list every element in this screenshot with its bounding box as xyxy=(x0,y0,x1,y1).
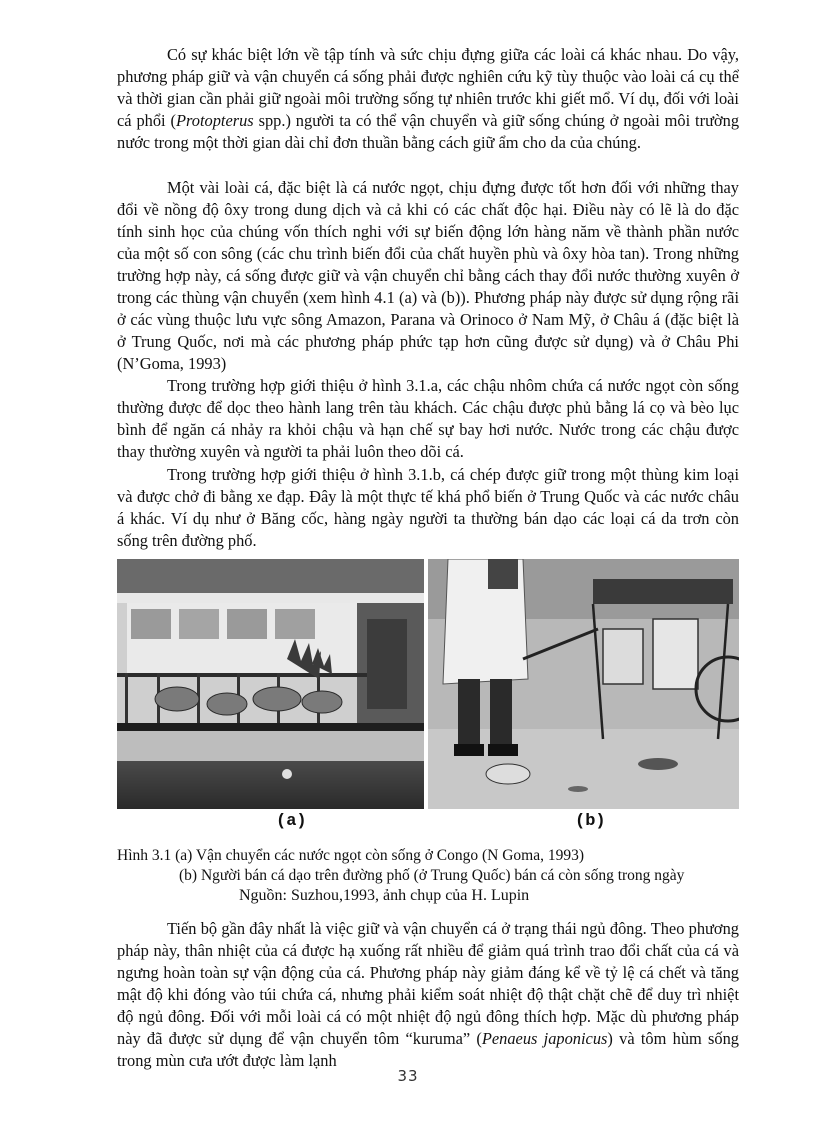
p1-text-1: Có sự khác biệt lớn về tập tính và sức chịu đựng giữa các loài cá khác nhau. Do vậy, phương pháp giữ và vận chuyển cá sống phải được nghiên cứu kỹ tùy thuộc vào loài cá cụ thể và thời gian cần phải giữ ngoài môi trường sống tự nhiên trước khi giết mổ. Ví dụ, đối với loài cá phổi ( xyxy=(117,45,739,130)
photo-street-fish-vendor xyxy=(428,559,739,809)
paragraph-4 xyxy=(117,464,739,552)
p3-text: Trong trường hợp giới thiệu ở hình 3.1.a, các chậu nhôm chứa cá nước ngọt còn sống thường được để dọc theo hành lang trên tàu khách. Các chậu được phủ bằng lá cọ và bèo lục bình để ngăn cá nhảy ra khỏi chậu và hạn chế sự bay hơi nước. Nước trong các chậu được thay thường xuyên và người ta phải luôn theo dõi cá. xyxy=(117,376,739,461)
paragraph-5 xyxy=(117,918,739,1072)
vendor-photo-image xyxy=(428,559,739,809)
paragraph-3 xyxy=(117,375,739,463)
p2-text: Một vài loài cá, đặc biệt là cá nước ngọt, chịu đựng được tốt hơn đối với những thay đổi về nồng độ ôxy trong dung dịch và cả khi có các chất độc hại. Điều này có lẽ là do đặc tính sinh học của chúng vốn thích nghi với sự biến động lớn hàng năm về thành phần nước của một số con sông (các chu trình biến đổi của chất huyền phù và ôxy hòa tan). Trong những trường hợp này, cá sống được giữ và vận chuyển chỉ bằng cách thay đổi nước thường xuyên ở trong các thùng vận chuyển (xem hình 4.1 (a) và (b)). Phương pháp này được sử dụng rộng rãi ở các vùng thuộc lưu vực sông Amazon, Parana và Orinoco ở Nam Mỹ, ở Châu á (đặc biệt là ở Trung Quốc, nơi mà các phương pháp phức tạp hơn cũng được sử dụng) và ở Châu Phi (N’Goma, 1993) xyxy=(117,178,739,373)
page-number: 33 xyxy=(397,1067,419,1085)
figure-caption-source: Nguồn: Suzhou,1993, ảnh chụp của H. Lupin xyxy=(239,887,530,904)
paragraph-1 xyxy=(117,44,739,154)
boat-photo-image xyxy=(117,559,424,809)
photo-boat-fish-basins xyxy=(117,559,424,809)
p1-text-2: spp.) người ta có thể vận chuyển và giữ sống chúng ở ngoài môi trường nước trong một thời gian dài chỉ đơn thuần bằng cách giữ ẩm cho da của chúng. xyxy=(117,111,740,152)
figure-caption-line-1: Hình 3.1 (a) Vận chuyển các nước ngọt còn sống ở Congo (N Goma, 1993) xyxy=(117,847,585,864)
figure-label-a: (a) xyxy=(276,812,307,831)
p4-text: Trong trường hợp giới thiệu ở hình 3.1.b, cá chép được giữ trong một thùng kim loại và được chở đi bằng xe đạp. Đây là một thực tế khá phổ biến ở Trung Quốc và các nước châu á khác. Ví dụ như ở Băng cốc, hàng ngày người ta thường bán dạo các loại cá da trơn còn sống trên đường phố. xyxy=(117,465,739,550)
p5-species-name: Penaeus japonicus xyxy=(481,1029,608,1048)
paragraph-2 xyxy=(117,177,739,375)
figure-photos xyxy=(117,559,739,809)
p1-species-name: Protopterus xyxy=(175,111,254,130)
figure-label-b: (b) xyxy=(575,812,606,831)
p5-text-2: ) và tôm hùm sống trong mùn cưa ướt được làm lạnh xyxy=(117,1029,739,1070)
figure-caption-line-2: (b) Người bán cá dạo trên đường phố (ở Trung Quốc) bán cá còn sống trong ngày xyxy=(179,867,685,884)
p5-text-1: Tiến bộ gần đây nhất là việc giữ và vận chuyển cá ở trạng thái ngủ đông. Theo phương pháp này, thân nhiệt của cá được hạ xuống rất nhiều để giảm quá trình trao đổi chất của cá và ngưng hoàn toàn sự vận động của cá. Phương pháp này giảm đáng kể về tỷ lệ cá chết và tăng mật độ khi đóng vào túi chứa cá, nhưng phải kiểm soát nhiệt độ thật chặt chẽ để duy trì nhiệt độ ngủ đông. Đối với mỗi loài cá có một nhiệt độ ngủ đông thích hợp. Mặc dù phương pháp này đã được sử dụng để vận chuyển tôm “kuruma” ( xyxy=(117,919,739,1048)
